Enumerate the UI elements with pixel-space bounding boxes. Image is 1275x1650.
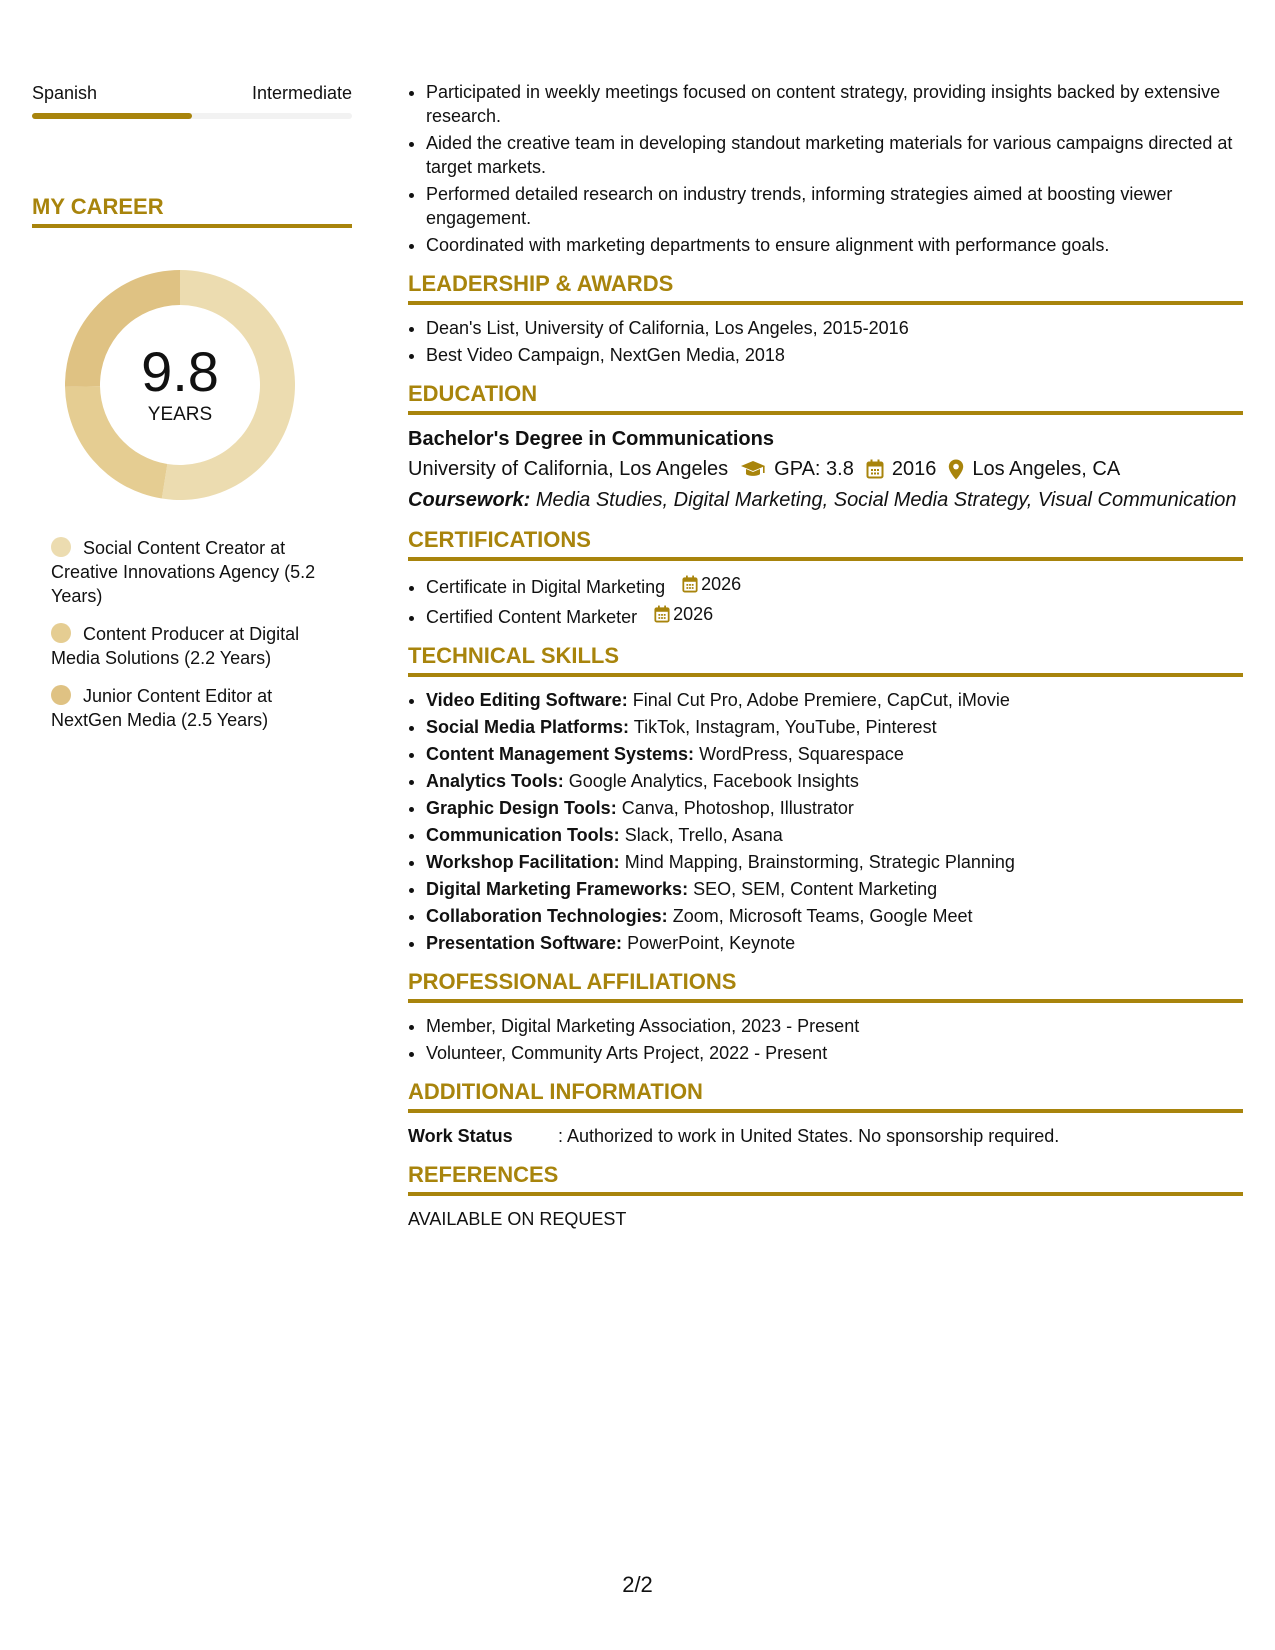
- leadership-section-title: LEADERSHIP & AWARDS: [408, 271, 1243, 305]
- career-donut-chart: [65, 270, 295, 500]
- work-status-row: [408, 1124, 1243, 1148]
- certifications-list: [408, 572, 1243, 629]
- references-text: AVAILABLE ON REQUEST: [408, 1209, 627, 1229]
- skill-item: [426, 769, 1243, 793]
- career-title: MY CAREER: [32, 194, 352, 228]
- language-level: Intermediate: [251, 83, 352, 103]
- legend-dot: [51, 685, 71, 705]
- certification-year: 2026: [701, 574, 742, 594]
- experience-bullet: • Coordinated with marketing departments to ensure alignment with performance goals.: [426, 233, 1243, 257]
- skill-item: [426, 823, 1243, 847]
- education-location: Los Angeles, CA: [972, 458, 1121, 480]
- certification-name: Certificate in Digital Marketing: [426, 577, 666, 597]
- skill-values: Google Analytics, Facebook Insights: [568, 771, 859, 791]
- work-status-value: : Authorized to work in United States. No sponsorship required.: [558, 1126, 1060, 1146]
- legend-label: Social Content Creator at Creative Innovations Agency (5.2 Years): [51, 538, 316, 606]
- skills-section-title: TECHNICAL SKILLS: [408, 643, 1243, 677]
- certification-item: [426, 602, 1243, 629]
- page-number: 2/2: [622, 1572, 653, 1597]
- skill-item: [426, 904, 1243, 928]
- skill-values: WordPress, Squarespace: [699, 744, 904, 764]
- skill-values: Final Cut Pro, Adobe Premiere, CapCut, iMovie: [632, 690, 1010, 710]
- calendar-icon: [866, 459, 884, 479]
- left-column: [32, 82, 352, 746]
- skill-category: Analytics Tools:: [426, 771, 564, 791]
- certifications-section-title: CERTIFICATIONS: [408, 527, 1243, 561]
- skill-category: Communication Tools:: [426, 825, 620, 845]
- career-legend-item: [51, 684, 341, 732]
- career-legend-item: [51, 622, 341, 670]
- skills-list: [408, 688, 1243, 955]
- certification-name: Certified Content Marketer: [426, 607, 638, 627]
- skill-values: Canva, Photoshop, Illustrator: [621, 798, 854, 818]
- map-pin-icon: [948, 459, 964, 480]
- graduation-cap-icon: [740, 460, 766, 478]
- experience-bullet: • Participated in weekly meetings focused on content strategy, providing insights backed by extensive research.: [426, 80, 1243, 128]
- legend-label: Content Producer at Digital Media Solutions (2.2 Years): [51, 624, 300, 668]
- legend-dot: [51, 623, 71, 643]
- additional-info-section-title: ADDITIONAL INFORMATION: [408, 1079, 1243, 1113]
- certification-year: 2026: [673, 604, 714, 624]
- skill-category: Digital Marketing Frameworks:: [426, 879, 689, 899]
- skill-values: TikTok, Instagram, YouTube, Pinterest: [633, 717, 937, 737]
- skill-category: Presentation Software:: [426, 933, 623, 953]
- leadership-list: [408, 316, 1243, 367]
- skill-values: Zoom, Microsoft Teams, Google Meet: [672, 906, 973, 926]
- leadership-item: • Best Video Campaign, NextGen Media, 2018: [426, 343, 1243, 367]
- career-total-years: 9.8: [141, 340, 219, 403]
- coursework-list: Media Studies, Digital Marketing, Social Media Strategy, Visual Communication: [535, 489, 1237, 511]
- certification-item: [426, 572, 1243, 599]
- education-section-title: EDUCATION: [408, 381, 1243, 415]
- education-coursework: [408, 487, 1243, 513]
- skill-item: [426, 688, 1243, 712]
- affiliation-item: • Member, Digital Marketing Association, 2023 - Present: [426, 1014, 1243, 1038]
- education-year: 2016: [891, 458, 937, 480]
- education-degree: Bachelor's Degree in Communications: [408, 428, 774, 450]
- skill-item: [426, 796, 1243, 820]
- skill-values: Mind Mapping, Brainstorming, Strategic Planning: [624, 852, 1015, 872]
- skill-item: [426, 877, 1243, 901]
- affiliations-section-title: PROFESSIONAL AFFILIATIONS: [408, 969, 1243, 1003]
- skill-category: Content Management Systems:: [426, 744, 695, 764]
- skill-item: [426, 715, 1243, 739]
- calendar-icon: [654, 605, 670, 623]
- skill-values: Slack, Trello, Asana: [624, 825, 783, 845]
- language-proficiency-fill: [32, 113, 192, 119]
- skill-item: [426, 742, 1243, 766]
- work-status-label: Work Status: [408, 1126, 513, 1146]
- skill-category: Video Editing Software:: [426, 690, 628, 710]
- skill-values: SEO, SEM, Content Marketing: [693, 879, 938, 899]
- education-entry: [408, 426, 1243, 513]
- career-legend-item: [51, 536, 341, 608]
- affiliations-list: [408, 1014, 1243, 1065]
- leadership-item: • Dean's List, University of California, Los Angeles, 2015-2016: [426, 316, 1243, 340]
- language-name: Spanish: [32, 83, 98, 103]
- experience-bullet-list: [408, 80, 1243, 257]
- language-proficiency-bar: [32, 113, 352, 119]
- skill-category: Workshop Facilitation:: [426, 852, 620, 872]
- skill-category: Social Media Platforms:: [426, 717, 630, 737]
- career-total-unit: YEARS: [147, 404, 213, 425]
- right-column: [408, 80, 1243, 1231]
- experience-bullet: • Performed detailed research on industry trends, informing strategies aimed at boosting viewer engagement.: [426, 182, 1243, 230]
- skill-item: [426, 931, 1243, 955]
- references-section-title: REFERENCES: [408, 1162, 1243, 1196]
- education-details: [408, 455, 1243, 483]
- legend-dot: [51, 537, 71, 557]
- skill-category: Collaboration Technologies:: [426, 906, 668, 926]
- education-gpa: GPA: 3.8: [774, 458, 854, 480]
- calendar-icon: [682, 575, 698, 593]
- affiliation-item: • Volunteer, Community Arts Project, 2022 - Present: [426, 1041, 1243, 1065]
- education-school: University of California, Los Angeles: [408, 458, 729, 480]
- experience-bullet: • Aided the creative team in developing standout marketing materials for various campaigns directed at target markets.: [426, 131, 1243, 179]
- legend-label: Junior Content Editor at NextGen Media (2.5 Years): [51, 686, 273, 730]
- career-legend: [51, 536, 341, 732]
- skill-item: [426, 850, 1243, 874]
- coursework-label: Coursework:: [408, 489, 531, 511]
- skill-values: PowerPoint, Keynote: [627, 933, 796, 953]
- skill-category: Graphic Design Tools:: [426, 798, 617, 818]
- language-row: [32, 82, 352, 104]
